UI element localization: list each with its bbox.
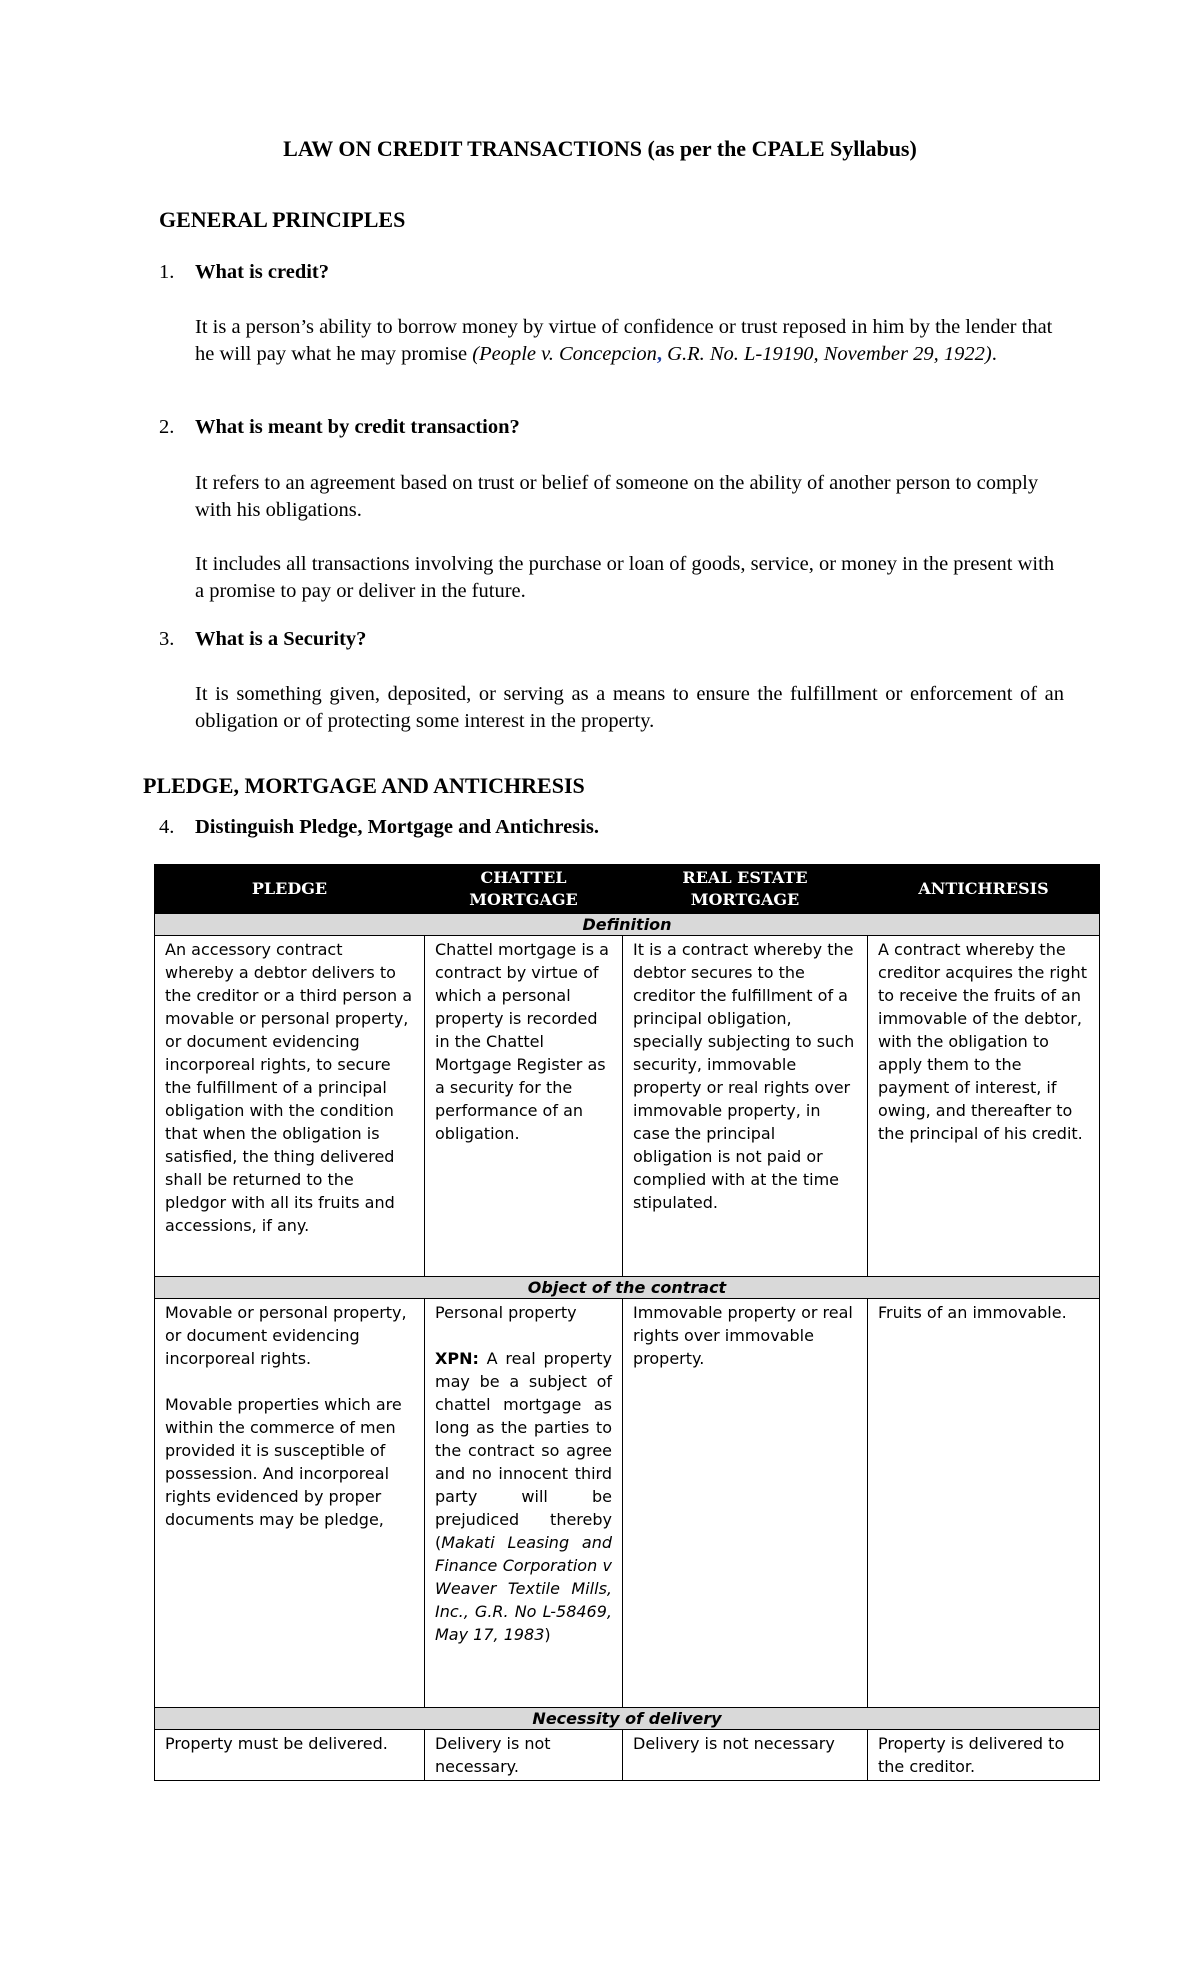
header-real-estate-mortgage: REAL ESTATE MORTGAGE [623,865,868,914]
band-row-delivery [155,1708,1100,1730]
cell-definition-pledge: An accessory contract whereby a debtor delivers to the creditor or a third person a movable or personal property, or document evidencing incorporeal rights, to secure the fulfillment of a principal obligation with the condition that when the obligation is satisfied, the thing delivered shall be returned to the pledgor with all its fruits and accessions, if any. [155,936,425,1277]
answer-3: It is something given, deposited, or serving as a means to ensure the fulfillment or enforcement of an obligation or of protecting some interest in the property. [195,683,1064,732]
question-number: 2. [159,416,175,438]
question-1 [159,261,329,284]
cell-delivery-antichresis: Property is delivered to the creditor. [868,1730,1100,1781]
cell-definition-realestate: It is a contract whereby the debtor secures to the creditor the fulfillment of a principal obligation, specially subjecting to such security, immovable property or real rights over immovable property, in case the principal obligation is not paid or complied with at the time stipulated. [623,936,868,1277]
cell-object-chattel: Personal property XPN: A real property may be a subject of chattel mortgage as long as the parties to the contract so agree and no innocent third party will be prejudiced thereby (Makati Leasing and Finance Corporation v Weaver Textile Mills, Inc., G.R. No L-58469, May 17, 1983) [425,1299,623,1708]
question-3 [159,628,366,651]
question-text: What is credit? [195,261,330,283]
comparison-table [154,864,1100,1781]
question-number: 3. [159,628,175,650]
cell-delivery-chattel: Delivery is not necessary. [425,1730,623,1781]
cell-object-antichresis: Fruits of an immovable. [868,1299,1100,1708]
header-antichresis: ANTICHRESIS [868,865,1100,914]
answer-text: It is a person’s ability to borrow money by virtue of confidence or trust reposed in him by the lender that he will pay what he may promise [195,316,1053,365]
table-row-delivery [155,1730,1100,1781]
cell-object-realestate: Immovable property or real rights over immovable property. [623,1299,868,1708]
answer-2a: It refers to an agreement based on trust or belief of someone on the ability of another person to comply with his obligations. [195,472,1039,521]
question-text: What is a Security? [195,628,367,650]
band-row-object [155,1277,1100,1299]
question-4 [159,816,599,839]
page-title: LAW ON CREDIT TRANSACTIONS (as per the CPALE Syllabus) [283,136,917,161]
header-pledge: PLEDGE [155,865,425,914]
cell-definition-antichresis: A contract whereby the creditor acquires the right to receive the fruits of an immovable of the debtor, with the obligation to apply them to the payment of interest, if owing, and thereafter to the principal of his credit. [868,936,1100,1277]
cell-delivery-realestate: Delivery is not necessary [623,1730,868,1781]
band-delivery: Necessity of delivery [155,1708,1100,1730]
answer-1: It is a person’s ability to borrow money by virtue of confidence or trust reposed in him by the lender that he will pay what he may promise (People v. Concepcion, G.R. No. L-19190, November 29, 1922). [195,316,1053,365]
band-definition: Definition [155,914,1100,936]
question-text: What is meant by credit transaction? [195,416,520,438]
table-row-definition [155,936,1100,1277]
band-row-definition [155,914,1100,936]
question-2 [159,416,520,439]
table-row-object [155,1299,1100,1708]
section-heading-pledge-mortgage: PLEDGE, MORTGAGE AND ANTICHRESIS [143,773,585,798]
question-number: 1. [159,261,175,283]
question-text: Distinguish Pledge, Mortgage and Antichresis. [195,816,599,838]
citation: (People v. Concepcion, G.R. No. L-19190, November 29, 1922) [472,343,992,365]
question-number: 4. [159,816,175,838]
answer-2b: It includes all transactions involving the purchase or loan of goods, service, or money in the present with a promise to pay or deliver in the future. [195,553,1055,602]
section-heading-general-principles: GENERAL PRINCIPLES [159,207,406,232]
cell-delivery-pledge: Property must be delivered. [155,1730,425,1781]
cell-object-pledge: Movable or personal property, or document evidencing incorporeal rights. Movable properties which are within the commerce of men provided it is susceptible of possession. And incorporeal rights evidenced by proper documents may be pledge, [155,1299,425,1708]
table-header-row [155,865,1100,914]
cell-definition-chattel: Chattel mortgage is a contract by virtue of which a personal property is recorded in the Chattel Mortgage Register as a security for the performance of an obligation. [425,936,623,1277]
header-chattel-mortgage: CHATTEL MORTGAGE [425,865,623,914]
band-object: Object of the contract [155,1277,1100,1299]
